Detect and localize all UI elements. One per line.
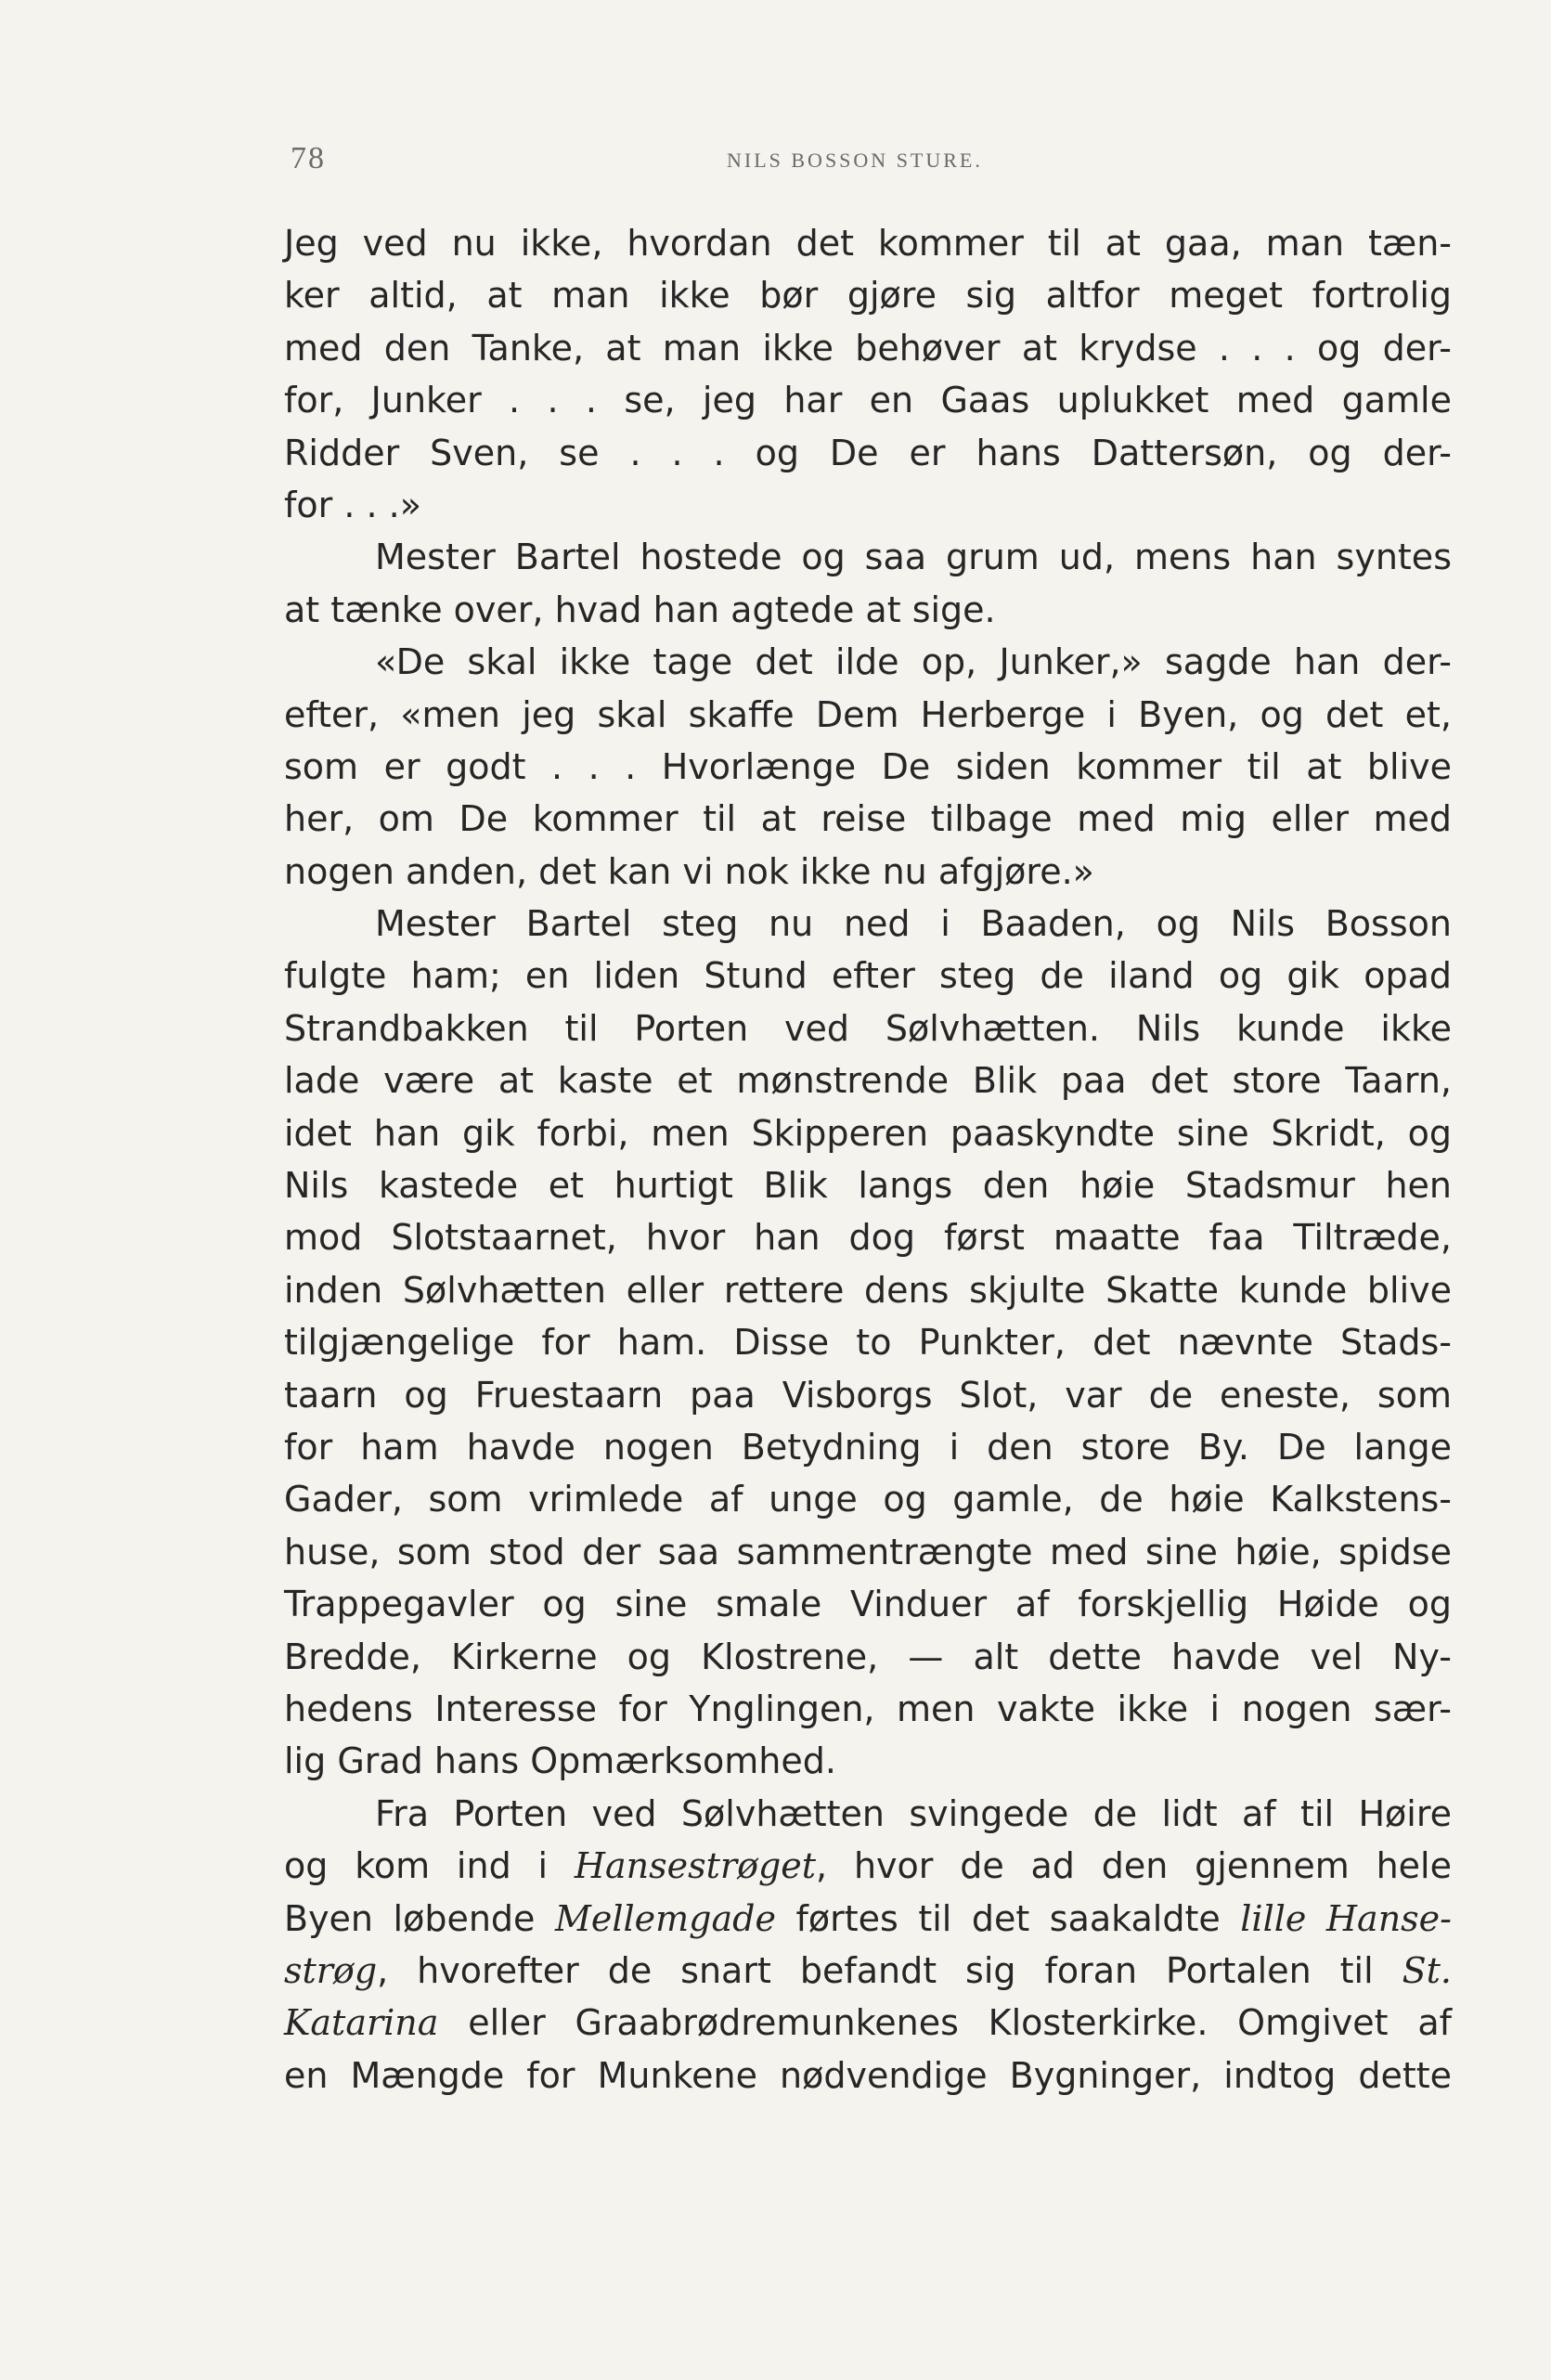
text-line: Trappegavler og sine smale Vinduer af forskjellig Høide og: [284, 1584, 1452, 1625]
text-line: som er godt . . . Hvorlænge De siden kommer til at blive: [284, 745, 1452, 787]
text-line: «De skal ikke tage det ilde op, Junker,» sagde han der-: [375, 641, 1452, 683]
text-line: en Mængde for Munkene nødvendige Bygninger, indtog dette: [284, 2054, 1452, 2096]
text-line: taarn og Fruestaarn paa Visborgs Slot, var de eneste, som: [284, 1374, 1452, 1416]
text-run: , hvorefter de snart befandt sig foran Portalen til: [377, 1949, 1402, 1991]
text-line: [284, 1945, 1452, 1997]
text-line: hedens Interesse for Ynglingen, men vakte ikke i nogen sær-: [284, 1688, 1452, 1729]
text-line: for ham havde nogen Betydning i den store By. De lange: [284, 1426, 1452, 1468]
text-line: lade være at kaste et mønstrende Blik paa det store Taarn,: [284, 1060, 1452, 1102]
page-number: 78: [291, 141, 326, 175]
running-head: NILS BOSSON STURE.: [727, 149, 983, 172]
text-line: Nils kastede et hurtigt Blik langs den høie Stadsmur hen: [284, 1165, 1452, 1207]
text-line: ker altid, at man ikke bør gjøre sig altfor meget fortrolig: [284, 275, 1452, 317]
text-line: Ridder Sven, se . . . og De er hans Dattersøn, og der-: [284, 432, 1452, 473]
page-header: [291, 141, 1441, 178]
text-line: tilgjængelige for ham. Disse to Punkter, det nævnte Stads-: [284, 1322, 1452, 1364]
church-name: Katarina: [284, 2002, 439, 2044]
text-line: huse, som stod der saa sammentrængte med sine høie, spidse: [284, 1531, 1452, 1572]
text-line: Mester Bartel steg nu ned i Baaden, og Nils Bosson: [375, 903, 1452, 945]
text-line: Strandbakken til Porten ved Sølvhætten. Nils kunde ikke: [284, 1007, 1452, 1049]
text-line: for . . .»: [284, 484, 421, 525]
text-run: førtes til det saakaldte: [775, 1897, 1241, 1939]
body-text: [284, 217, 1452, 2102]
text-line: [284, 1840, 1452, 1892]
street-name: Hansestrøget: [574, 1845, 817, 1887]
text-run: , hvor de ad den gjennem hele: [816, 1845, 1452, 1887]
text-line: idet han gik forbi, men Skipperen paaskyndte sine Skridt, og: [284, 1112, 1452, 1154]
text-run: Byen løbende: [284, 1897, 555, 1939]
text-line: Mester Bartel hostede og saa grum ud, mens han syntes: [375, 537, 1452, 578]
text-line: Bredde, Kirkerne og Klostrene, — alt dette havde vel Ny-: [284, 1636, 1452, 1677]
street-name: Mellemgade: [554, 1897, 776, 1939]
text-line: Jeg ved nu ikke, hvordan det kommer til at gaa, man tæn-: [284, 223, 1452, 264]
text-line: mod Slotstaarnet, hvor han dog først maatte faa Tiltræde,: [284, 1217, 1452, 1259]
text-run: eller Graabrødremunkenes Klosterkirke. Omgivet af: [438, 2002, 1452, 2044]
text-line: lig Grad hans Opmærksomhed.: [284, 1740, 836, 1782]
text-line: nogen anden, det kan vi nok ikke nu afgjøre.»: [284, 850, 1094, 892]
text-line: Gader, som vrimlede af unge og gamle, de høie Kalkstens-: [284, 1479, 1452, 1520]
text-line: Fra Porten ved Sølvhætten svingede de lidt af til Høire: [375, 1792, 1452, 1834]
text-line: med den Tanke, at man ikke behøver at krydse . . . og der-: [284, 327, 1452, 369]
street-name: strøg: [284, 1949, 378, 1991]
text-line: her, om De kommer til at reise tilbage med mig eller med: [284, 798, 1452, 840]
text-line: inden Sølvhætten eller rettere dens skjulte Skatte kunde blive: [284, 1269, 1452, 1311]
street-name: lille Hanse-: [1240, 1897, 1452, 1939]
text-line: fulgte ham; en liden Stund efter steg de iland og gik opad: [284, 955, 1452, 997]
text-line: [284, 1893, 1452, 1945]
church-name: St.: [1402, 1949, 1452, 1991]
text-run: og kom ind i: [284, 1845, 575, 1887]
text-line: efter, «men jeg skal skaffe Dem Herberge i Byen, og det et,: [284, 693, 1452, 735]
text-line: for, Junker . . . se, jeg har en Gaas uplukket med gamle: [284, 380, 1452, 421]
text-line: [284, 1997, 1452, 2049]
text-line: at tænke over, hvad han agtede at sige.: [284, 589, 996, 630]
